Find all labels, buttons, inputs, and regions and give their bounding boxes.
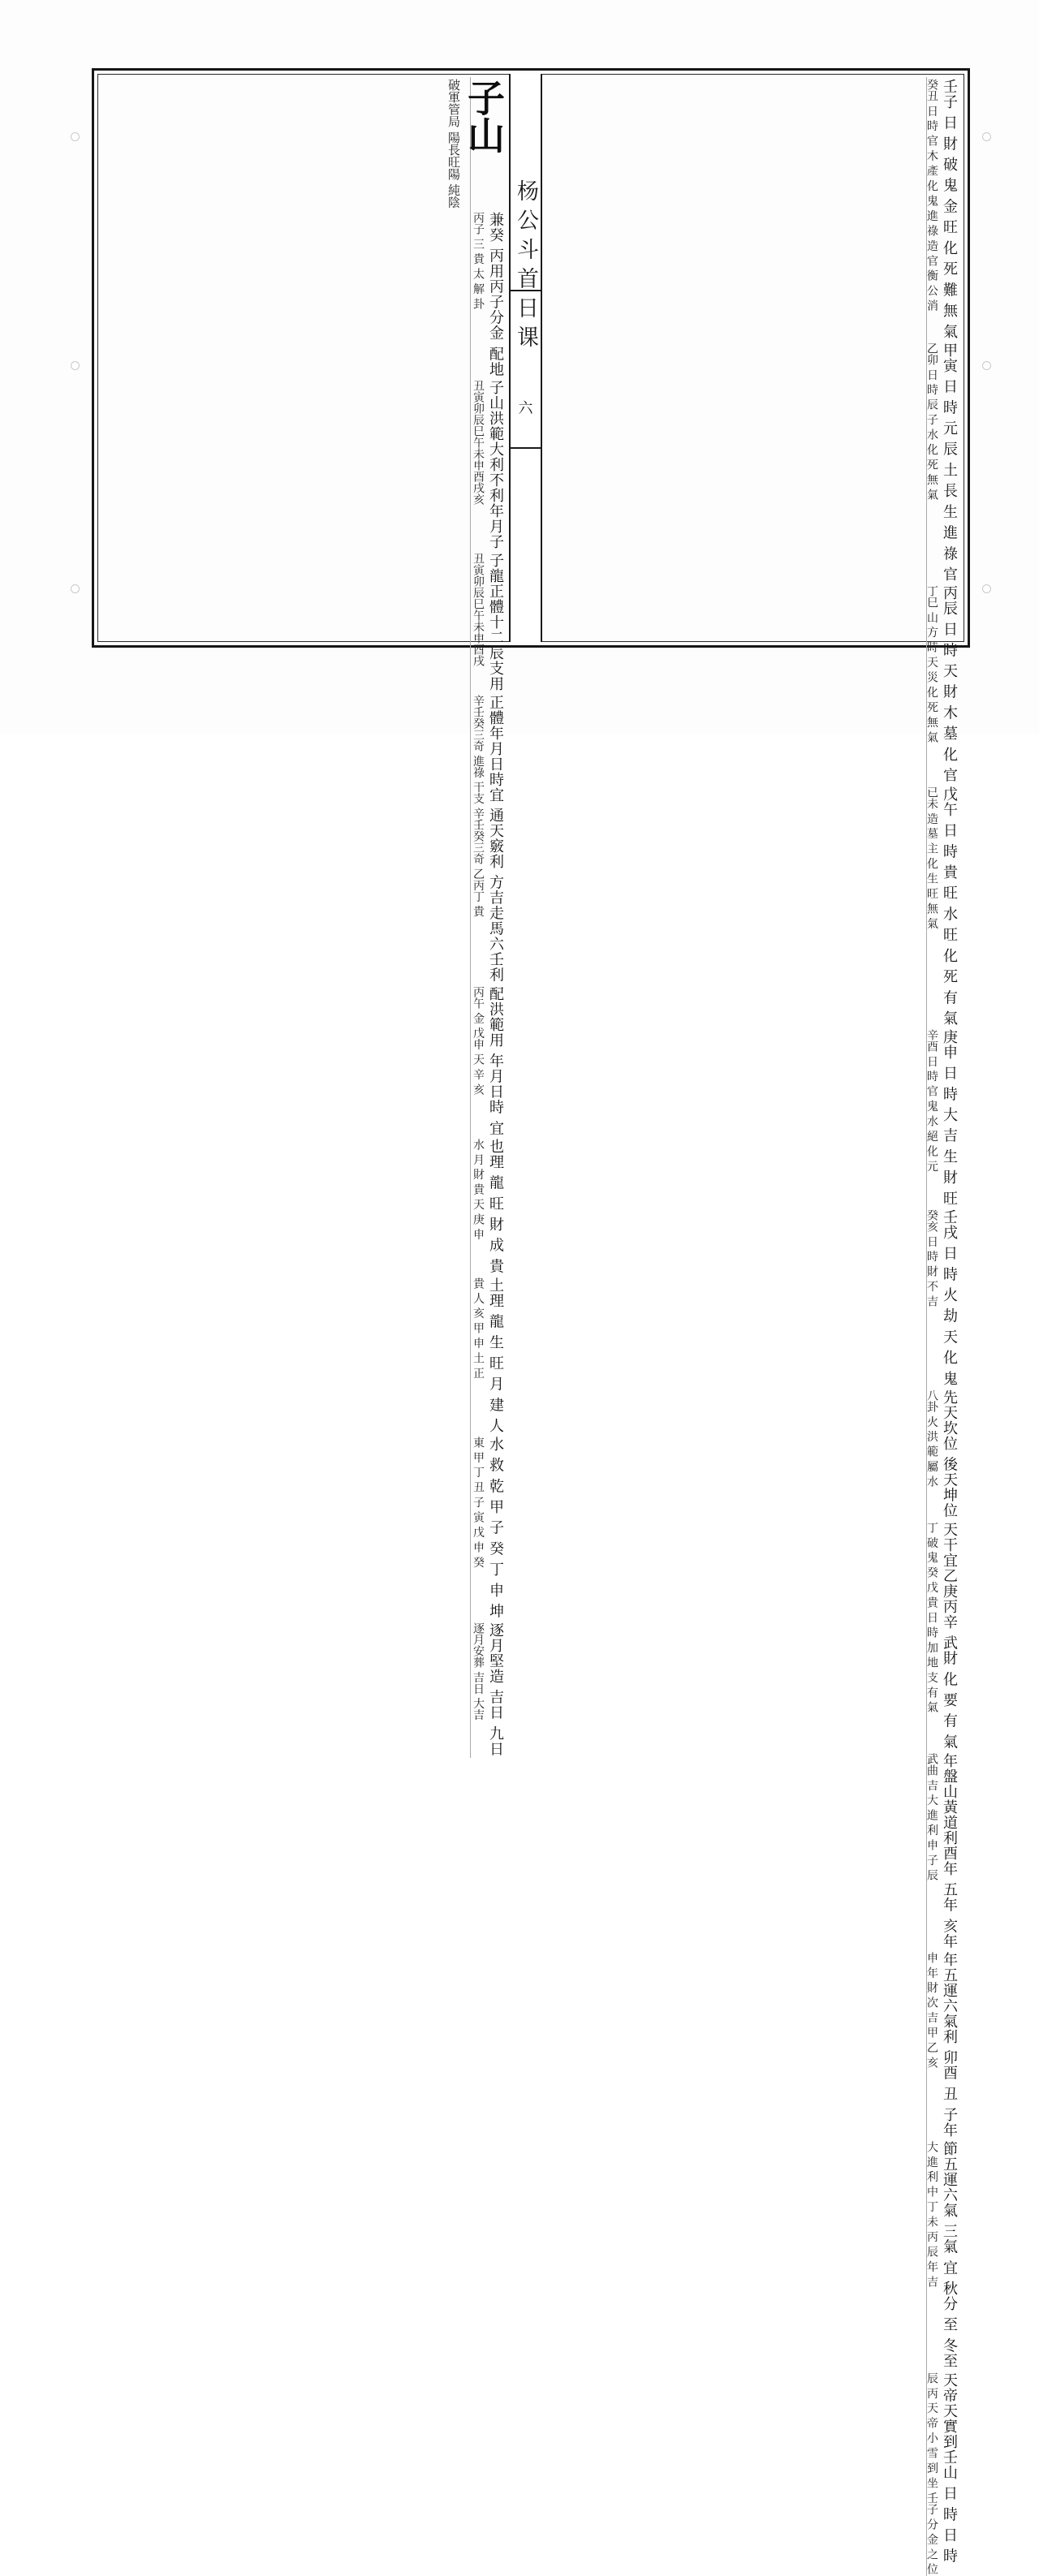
text-line: 癸亥 日 時 財 不 吉: [925, 1209, 938, 1307]
text-column: [926, 1027, 960, 1208]
text-line: 辛壬癸三奇 乙丙丁 貴: [472, 807, 485, 917]
spine-divider: [511, 447, 541, 449]
text-column: [470, 378, 507, 551]
page-number: 六: [518, 400, 533, 417]
binding-hole-icon: [982, 361, 991, 370]
text-line: 年五運六氣利 卯酉 丑 子年: [941, 1952, 958, 2139]
text-line: 子龍正體十二辰支用: [487, 553, 504, 691]
text-column: [470, 210, 507, 378]
text-line: 先天坎位 後天坤位: [941, 1389, 958, 1519]
section-heading: 子山: [462, 79, 506, 153]
text-line: 乙卯 日 時 辰 子 水 化 死 無 氣: [925, 342, 938, 501]
left-text-panel: [101, 77, 507, 1757]
text-column: [470, 693, 507, 806]
text-line: 兼癸 丙用丙子分金 配地: [487, 211, 504, 377]
text-line: 丁巳 山 方 時 天 災 化 死 無 氣: [925, 585, 938, 743]
binding-hole-icon: [982, 584, 991, 593]
text-line: 辛酉 日 時 官 鬼 水 絕 化 元: [925, 1029, 938, 1172]
binding-hole-icon: [71, 132, 80, 141]
text-line: 貴 人 亥 甲 申 土 正: [472, 1277, 485, 1379]
text-column: [926, 1950, 960, 2139]
text-line: 天干宜乙庚丙辛 武財 化 要 有 氣: [941, 1522, 958, 1750]
left-columns: [101, 77, 507, 1757]
text-column: [470, 1435, 507, 1621]
section-annotation: 破軍管局 陽長旺陽 純陰: [446, 79, 461, 209]
text-column: [470, 984, 507, 1137]
text-line: 丑寅卯辰巳午未申酉戌: [472, 553, 485, 666]
book-spine: [509, 74, 542, 642]
text-line: 壬戌 日 時 火 劫 天 化 鬼: [941, 1209, 958, 1387]
binding-hole-icon: [71, 361, 80, 370]
text-line: 子山洪範大利不利年月子: [487, 380, 504, 549]
text-line: 丁 破 鬼 癸 戊 貴 日 時 加 地 支 有 氣: [925, 1522, 938, 1713]
text-column: [470, 1137, 507, 1276]
text-line: 天帝天實到壬山 日 時 日 時: [941, 2371, 958, 2564]
text-line: 大 進 利 中 丁 未 丙 辰 年 吉: [925, 2141, 938, 2288]
text-line: 丑寅卯辰巳午未申酉戌亥: [472, 380, 485, 505]
text-line: 丙子 三 貴 太 解 卦: [472, 211, 485, 309]
text-column: [470, 1276, 507, 1435]
text-line: 庚申 日 時 大 吉 生 財 旺: [941, 1029, 958, 1207]
text-column: [926, 1520, 960, 1751]
text-line: 正體年月日時宜: [487, 695, 504, 803]
text-column: [926, 1208, 960, 1388]
text-line: 土理 龍 生 旺 月 建 人: [487, 1277, 504, 1434]
text-line: 甲寅 日 時 元 辰 土 長 生 進 祿 官: [941, 342, 958, 583]
text-column: [926, 1751, 960, 1950]
text-column: [446, 77, 507, 210]
text-column: [470, 1621, 507, 1758]
book-title: 杨公斗首日课: [513, 179, 538, 355]
text-line: 八卦 火 洪 範 屬 水: [925, 1389, 938, 1488]
text-line: 年盤山黃道利酉年 五年 亥年: [941, 1752, 958, 1949]
text-column: [926, 2371, 960, 2576]
text-line: 水 救 乾 甲 子 癸 丁 申 坤: [487, 1437, 504, 1619]
text-line: 配洪範用 年月日時 宜: [487, 985, 504, 1136]
text-line: 逐月堅造 吉日 九日: [487, 1622, 504, 1757]
text-line: 壬子 日 財 破 鬼 金 旺 化 死 難 無 氣: [941, 79, 958, 339]
text-line: 武曲 吉 大 進 利 申 子 辰: [925, 1752, 938, 1880]
text-column: [926, 584, 960, 785]
text-line: 辛壬癸三奇 進祿 干支: [472, 695, 485, 804]
text-line: 癸丑 日 時 官 木 產 化 鬼 進 祿 造 官 衡 公 消: [925, 79, 938, 312]
text-line: 東 甲 丁 丑 子 寅 戊 申 癸: [472, 1437, 485, 1568]
text-line: 丙辰 日 時 天 財 木 墓 化 官: [941, 585, 958, 783]
text-column: [926, 2139, 960, 2371]
text-column: [926, 341, 960, 584]
binding-hole-icon: [71, 584, 80, 593]
text-line: 已未 造 墓 主 化 生 旺 無 氣: [925, 786, 938, 929]
text-line: 節五運六氣 三氣 宜 秋分 至 冬至: [941, 2141, 958, 2369]
text-line: 通天竅利 方吉走馬六壬利: [487, 807, 504, 983]
right-text-panel: [545, 77, 960, 2575]
right-columns: [545, 77, 960, 2575]
text-line: 辰 丙 天 帝 小 雪 到 坐 壬子 分 金 之 位: [925, 2371, 938, 2575]
text-line: 水 月 財 貴 天 庚 申: [472, 1139, 485, 1240]
text-line: 戊午 日 時 貴 旺 水 旺 化 死 有 氣: [941, 786, 958, 1027]
text-line: 也理 龍 旺 財 成 貴: [487, 1139, 504, 1274]
text-column: [470, 806, 507, 984]
binding-hole-icon: [982, 132, 991, 141]
text-column: [470, 551, 507, 693]
text-line: 逐月安葬 吉日 大吉: [472, 1622, 485, 1721]
text-column: [926, 77, 960, 341]
text-column: [926, 1388, 960, 1520]
text-line: 丙午 金 戊申 天 辛 亥: [472, 985, 485, 1095]
text-line: 申 年 財 次 吉 甲 乙 亥: [925, 1952, 938, 2069]
text-column: [926, 785, 960, 1027]
